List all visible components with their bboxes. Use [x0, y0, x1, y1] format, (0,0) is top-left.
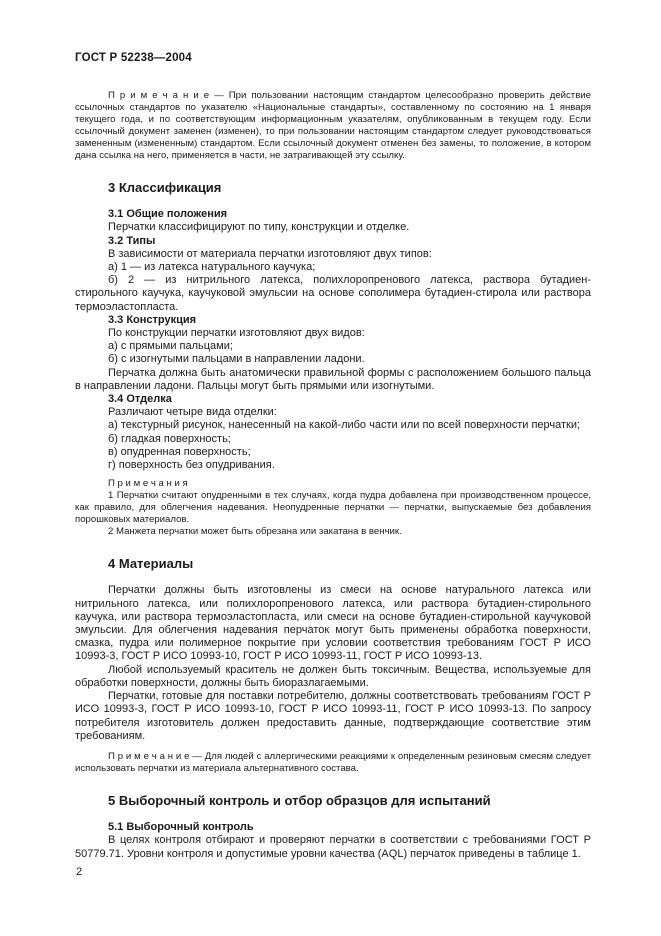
note-item-2: 2 Манжета перчатки может быть обрезана или закатана в венчик.: [108, 526, 402, 538]
list-item-b: б) 2 — из нитрильного латекса, полихлоропренового латекса, раствора бутадиен-стирольного каучука, каучуковой эмульсии на основе сополимера бутадиен-стирола или раствора термоэластопласта.: [75, 274, 591, 313]
references-note: П р и м е ч а н и е — При пользовании настоящим стандартом целесообразно проверить действие ссылочных стандартов по указателю «Национальные стандарты», составленному по состоянию на 1 января текущего года, и по соответствующим информационным указателям, опубликованным в текущем году. Если ссылочный документ заменен (изменен), то при пользовании настоящим стандартом следует руководствоваться замененным (измененным) стандартом. Если ссылочный документ отменен без замены, то положение, в котором дана ссылка на него, применяется в части, не затрагивающей эту ссылку.: [75, 90, 591, 161]
paragraph: Перчатки должны быть изготовлены из смеси на основе натурального латекса или нитрильного латекса, или полихлоропренового латекса, или раствора бутадиен-стирольного каучука, или раствора термоэластопласта, или смеси на основе бутадиен-стирольной каучуковой эмульсии. Для облегчения надевания перчаток могут быть применены обработка поверхности, смазка, пудра или полимерное покрытие при условии соответствия требованиям ГОСТ Р ИСО 10993-3, ГОСТ Р ИСО 10993-10, ГОСТ Р ИСО 10993-11, ГОСТ Р ИСО 10993-13.: [75, 584, 591, 663]
subsection-heading-5-1: 5.1 Выборочный контроль: [108, 821, 254, 834]
subsection-heading-3-3: 3.3 Конструкция: [108, 313, 197, 326]
note-item-1: 1 Перчатки считают опудренными в тех случаях, когда пудра добавлена при производственном процессе, как правило, для облегчения надевания. Неопудренные перчатки — перчатки, выпускаемые без добавления порошковых материалов.: [75, 490, 591, 526]
section-heading-3: 3 Классификация: [108, 180, 222, 195]
paragraph: Различают четыре вида отделки:: [108, 406, 277, 419]
paragraph: В целях контроля отбирают и проверяют перчатки в соответствии с требованиями ГОСТ Р 50779.71. Уровни контроля и допустимые уровни качества (AQL) перчаток приведены в таблице 1.: [75, 834, 591, 860]
list-item-b: б) гладкая поверхность;: [108, 432, 231, 445]
notes-title: П р и м е ч а н и я: [108, 478, 188, 490]
paragraph: Перчатки, готовые для поставки потребителю, должны соответствовать требованиям ГОСТ Р ИСО 10993-3, ГОСТ Р ИСО 10993-10, ГОСТ Р ИСО 10993-11, ГОСТ Р ИСО 10993-13. По запросу потребителя изготовитель должен предоставить данные, подтверждающие соответствие этим требованиям.: [75, 690, 591, 742]
document-code: ГОСТ Р 52238—2004: [75, 52, 192, 64]
list-item-b: б) с изогнутыми пальцами в направлении ладони.: [108, 353, 365, 366]
section-heading-4: 4 Материалы: [108, 556, 194, 572]
section-heading-5: 5 Выборочный контроль и отбор образцов для испытаний: [108, 792, 491, 808]
list-item-a: а) текстурный рисунок, нанесенный на какой-либо части или по всей поверхности перчатки;: [108, 419, 581, 432]
paragraph: Перчатки классифицируют по типу, конструкции и отделке.: [108, 221, 410, 234]
document-content: [75, 90, 591, 861]
subsection-heading-3-2: 3.2 Типы: [108, 234, 156, 247]
list-item-v: в) опудренная поверхность;: [108, 445, 251, 458]
subsection-heading-3-1: 3.1 Общие положения: [108, 208, 228, 221]
paragraph: По конструкции перчатки изготовляют двух видов:: [108, 327, 365, 340]
paragraph: Перчатка должна быть анатомически правильной формы с расположением большого пальца в направлении ладони. Пальцы могут быть прямыми или изогнутыми.: [75, 366, 591, 392]
paragraph: Любой используемый краситель не должен быть токсичным. Вещества, используемые для обработки поверхности, должны быть биоразлагаемыми.: [75, 663, 591, 689]
allergy-note: П р и м е ч а н и е — Для людей с аллергическими реакциями к определенным резиновым смесям следует использовать перчатки из материала альтернативного состава.: [75, 750, 591, 774]
list-item-g: г) поверхность без опудривания.: [108, 459, 275, 472]
paragraph: В зависимости от материала перчатки изготовляют двух типов:: [108, 247, 432, 260]
page-number: 2: [76, 866, 83, 878]
subsection-heading-3-4: 3.4 Отделка: [108, 393, 172, 406]
list-item-a: а) 1 — из латекса натурального каучука;: [108, 261, 316, 274]
list-item-a: а) с прямыми пальцами;: [108, 340, 233, 353]
